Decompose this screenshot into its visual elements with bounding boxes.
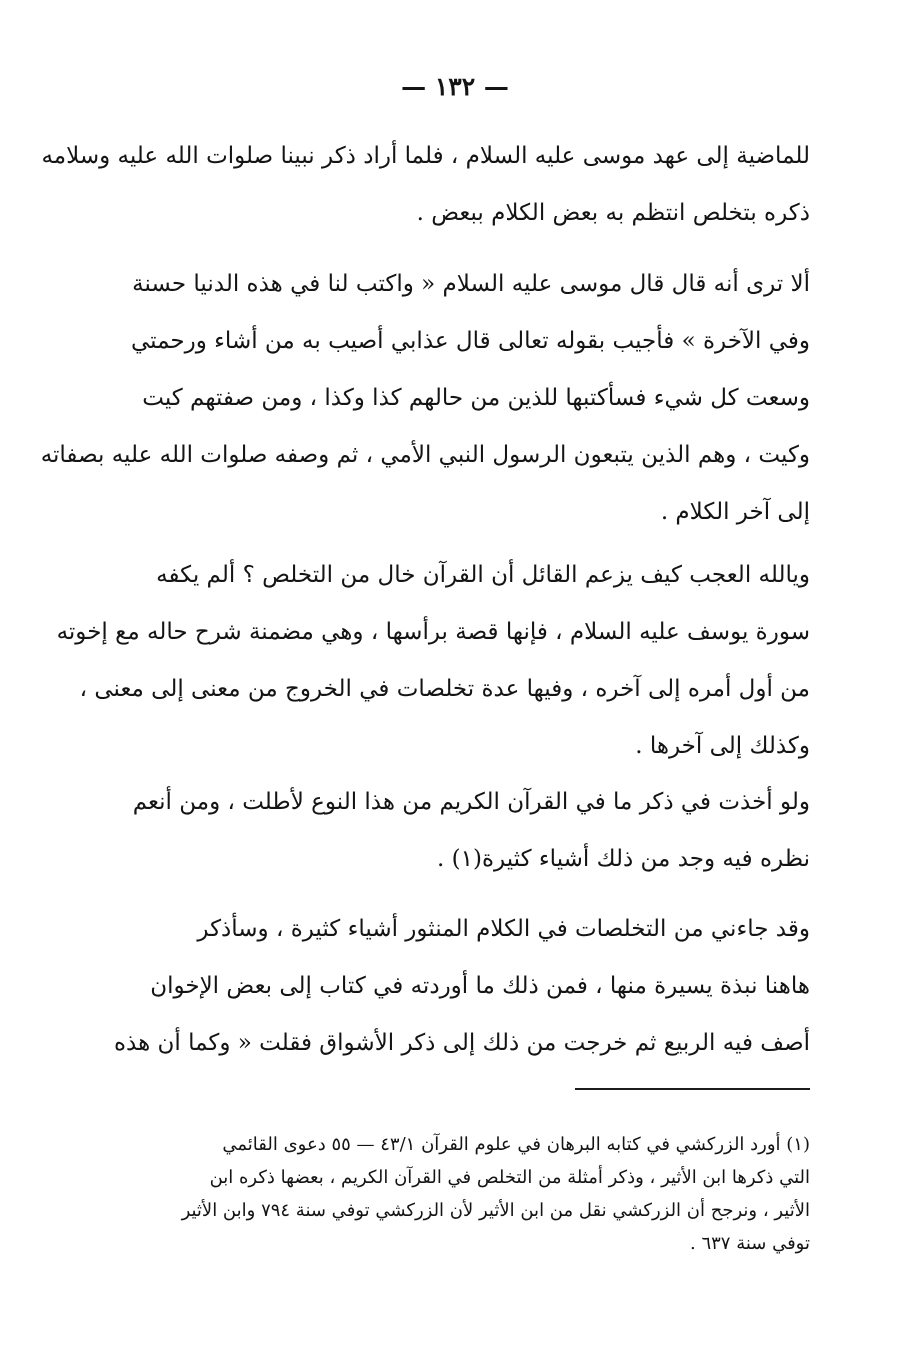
footnote-line: (١) أورد الزركشي في كتابه البرهان في علوم القرآن ٤٣/١ — ٥٥ دعوى القائمي bbox=[222, 1134, 810, 1155]
paragraph-line: وكيت ، وهم الذين يتبعون الرسول النبي الأمي ، ثم وصفه صلوات الله عليه بصفاته bbox=[40, 442, 810, 468]
paragraph-3 bbox=[56, 547, 810, 775]
paragraph-line: نظره فيه وجد من ذلك أشياء كثيرة(١) . bbox=[437, 846, 810, 872]
footnote-line: توفي سنة ٦٣٧ . bbox=[690, 1233, 810, 1254]
paragraph-line: إلى آخر الكلام . bbox=[660, 499, 810, 525]
footnote-line: الأثير ، ونرجح أن الزركشي نقل من ابن الأثير لأن الزركشي توفي سنة ٧٩٤ وابن الأثير bbox=[181, 1200, 810, 1221]
paragraph-line: وكذلك إلى آخرها . bbox=[635, 733, 810, 759]
paragraph-4 bbox=[130, 774, 810, 888]
paragraph-5 bbox=[113, 901, 810, 1072]
paragraph-2 bbox=[40, 256, 810, 541]
paragraph-line: وسعت كل شيء فسأكتبها للذين من حالهم كذا وكذا ، ومن صفتهم كيت bbox=[142, 385, 810, 411]
paragraph-line: أصف فيه الربيع ثم خرجت من ذلك إلى ذكر الأشواق فقلت « وكما أن هذه bbox=[113, 1030, 810, 1056]
paragraph-line: سورة يوسف عليه السلام ، فإنها قصة برأسها ، وهي مضمنة شرح حاله مع إخوته bbox=[56, 619, 810, 645]
paragraph-1 bbox=[41, 128, 810, 242]
footnote-line: التي ذكرها ابن الأثير ، وذكر أمثلة من التخلص في القرآن الكريم ، بعضها ذكره ابن bbox=[209, 1167, 810, 1188]
page-number: — ١٣٢ — bbox=[401, 72, 509, 101]
paragraph-line: هاهنا نبذة يسيرة منها ، فمن ذلك ما أوردته في كتاب إلى بعض الإخوان bbox=[150, 973, 810, 999]
paragraph-line: للماضية إلى عهد موسى عليه السلام ، فلما أراد ذكر نبينا صلوات الله عليه وسلامه bbox=[41, 143, 810, 169]
paragraph-line: من أول أمره إلى آخره ، وفيها عدة تخلصات في الخروج من معنى إلى معنى ، bbox=[79, 676, 810, 702]
paragraph-line: وقد جاءني من التخلصات في الكلام المنثور أشياء كثيرة ، وسأذكر bbox=[197, 916, 810, 942]
paragraph-line: ولو أخذت في ذكر ما في القرآن الكريم من هذا النوع لأطلت ، ومن أنعم bbox=[132, 789, 810, 815]
footnote bbox=[130, 1128, 810, 1260]
footnote-divider bbox=[575, 1088, 810, 1090]
paragraph-line: ألا ترى أنه قال قال موسى عليه السلام « واكتب لنا في هذه الدنيا حسنة bbox=[132, 271, 810, 297]
paragraph-line: وفي الآخرة » فأجيب بقوله تعالى قال عذابي أصيب به من أشاء ورحمتي bbox=[130, 328, 810, 354]
paragraph-line: ويالله العجب كيف يزعم القائل أن القرآن خال من التخلص ؟ ألم يكفه bbox=[156, 562, 810, 588]
paragraph-line: ذكره بتخلص انتظم به بعض الكلام ببعض . bbox=[416, 200, 810, 226]
